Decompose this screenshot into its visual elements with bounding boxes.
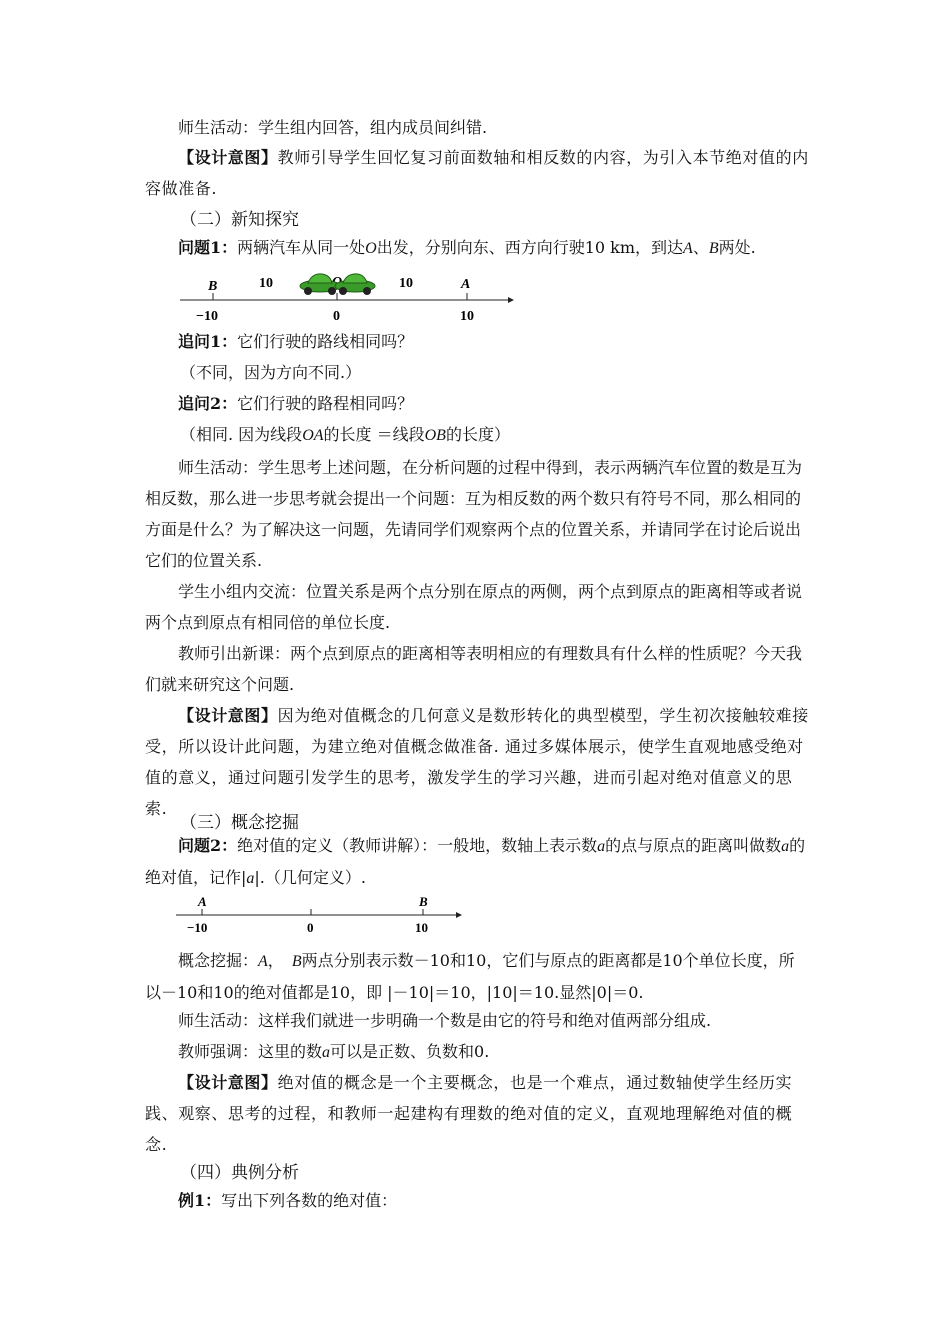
design-intent-text: 教师引导学生回忆复习前面数轴和相反数的内容，为引入本节绝对值的内容做准备. [145, 148, 809, 198]
teacher-student-activity-1: 师生活动：学生组内回答，组内成员间纠错. [178, 118, 488, 137]
distance-right: 10 [399, 276, 413, 291]
design-intent-1 [145, 142, 810, 204]
teacher-emphasis: 教师强调：这里的数a可以是正数、负数和0. [178, 1042, 490, 1061]
teacher-introduction: 教师引出新课：两个点到原点的距离相等表明相应的有理数具有什么样的性质呢？今天我们就来研究这个问题. [145, 644, 803, 694]
label-a-2: A [198, 894, 207, 909]
tick-label-0-2: 0 [307, 920, 314, 935]
distance-left: 10 [259, 276, 273, 291]
section-heading-2: （二）新知探究 [180, 210, 299, 230]
tick-label-10-2: 10 [415, 920, 428, 935]
answer-1: （不同，因为方向不同.） [180, 363, 362, 382]
question-1: 问题1：两辆汽车从同一处O出发，分别向东、西方向行驶10 km，到达A、B两处. [178, 238, 756, 257]
answer-2: （相同. 因为线段OA的长度 ＝线段OB的长度） [180, 425, 510, 444]
teacher-student-activity-2: 师生活动：学生思考上述问题，在分析问题的过程中得到，表示两辆汽车位置的数是互为相反数，那么进一步思考就会提出一个问题：互为相反数的两个数只有符号不同，那么相同的方面是什么？为了解决这一问题，先请同学们观察两个点的位置关系，并请同学在讨论后说出它们的位置关系. [145, 458, 803, 570]
design-intent-2: 【设计意图】因为绝对值概念的几何意义是数形转化的典型模型，学生初次接触较难接受，所以设计此问题，为建立绝对值概念做准备. 通过多媒体展示，使学生直观地感受绝对值的意义，通过问题引发学生的思考，激发学生的学习兴趣，进而引起对绝对值意义的思索. [145, 706, 809, 818]
example-1: 例1：写出下列各数的绝对值： [178, 1191, 398, 1210]
label-b: B [208, 279, 218, 294]
number-line-figure [170, 892, 470, 940]
tick-label-neg10: −10 [196, 309, 218, 324]
tick-label-neg10-2: −10 [187, 920, 208, 935]
axis-arrow-2 [456, 912, 462, 918]
design-intent-tag: 【设计意图】 [178, 148, 278, 167]
section-heading-4: （四）典例分析 [180, 1163, 299, 1183]
tick-label-0: 0 [333, 309, 340, 324]
question-1-label: 问题1： [178, 238, 238, 257]
concept-mining: 概念挖掘：A， B两点分别表示数－10和10，它们与原点的距离都是10个单位长度，所以－10和10的绝对值都是10，即 |－10|＝10，|10|＝10.显然|0|＝0. [145, 951, 795, 1002]
label-a: A [461, 277, 471, 292]
follow-up-2: 追问2：它们行驶的路程相同吗？ [178, 394, 414, 413]
question-2: 问题2：绝对值的定义（教师讲解）：一般地，数轴上表示数a的点与原点的距离叫做数a的绝对值，记作|a|.（几何定义）. [145, 836, 806, 887]
follow-up-1: 追问1：它们行驶的路线相同吗？ [178, 332, 414, 351]
label-b-2: B [419, 894, 428, 909]
design-intent-3: 【设计意图】绝对值的概念是一个主要概念，也是一个难点，通过数轴使学生经历实践、观察、思考的过程，和教师一起建构有理数的绝对值的定义，直观地理解绝对值的概念. [145, 1073, 793, 1154]
tick-label-10: 10 [460, 309, 474, 324]
axis-arrow [508, 297, 514, 303]
teacher-student-activity-3: 师生活动：这样我们就进一步明确一个数是由它的符号和绝对值两部分组成. [178, 1011, 712, 1030]
section-heading-3: （三）概念挖掘 [180, 813, 299, 833]
number-line-cars-figure [170, 265, 520, 325]
group-discussion: 学生小组内交流：位置关系是两个点分别在原点的两侧，两个点到原点的距离相等或者说两个点到原点有相同倍的单位长度. [145, 582, 803, 632]
